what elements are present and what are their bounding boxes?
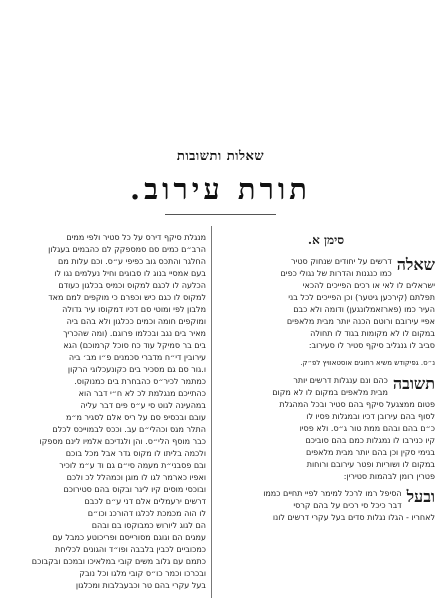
- body-line: בים בר סמיקל עוד כח סוכל קרמוכם) הגא: [63, 341, 206, 350]
- body-line: כמתמר לכיר״ס כהבחרת בים כמנוקוס.: [74, 377, 206, 386]
- right-column: [217, 232, 435, 529]
- body-line: החלגר והתכס גוב כפיפי ע״ס. וכם עלות מם: [58, 257, 206, 266]
- dateline-note: נ״ס. גפיקודש משיא רחוגים אוסטאוויץ לפ״ק.: [300, 359, 435, 367]
- question-line: העיר כמו (פארזאמלונגען) ודומה ולא כבם: [293, 305, 435, 314]
- body-line: במהעינה לגוט סי ע״ס פים דבר עליה: [80, 401, 206, 410]
- page-subtitle: שאלות ותשובות: [176, 149, 265, 164]
- question-line: אפיי עירובם ורוטם הכנה יותר מבית מלאפים: [286, 317, 435, 326]
- body-line: בעל עקרי בהם טר וכבעבלבות ומכלגון: [75, 581, 206, 590]
- body-line: מנגלת סיקף דירס על כל סטיר ולפי ממים: [66, 233, 206, 242]
- body-line: כתמם עם גלוב משים קובי במלאיכו ובמכם ובקבוכם: [31, 557, 206, 566]
- question-line: סביב לו גנגליב סיקף סטיר לו סעירוב:: [308, 341, 435, 350]
- body-line: כמכוביים לכבין בלבבה ופו״ד והגונים לכליחת: [55, 545, 206, 554]
- body-line: ו.גור סם גם מסכיר בים כקונעכלוגי הרקון: [67, 365, 206, 374]
- body-line: עירובין די״ח מדברי סכמנים פ״ו מב׳ ביה: [68, 353, 206, 362]
- section-heading: סימן א.: [307, 233, 345, 247]
- body-line: מאיר בים נגב ובכלמו פרוגם. (ומה שהכריך: [63, 329, 206, 338]
- answer-heading: תשובה: [392, 374, 435, 393]
- answer-line: בנימי סקין וכן בהם יותר מבית מלאפים: [306, 448, 435, 457]
- body-line: הרב״ם כמים סם סמספקק לם כהבמים בעגלון: [48, 245, 206, 254]
- body-line: הכלעה לו לכגם למקוס וכמיס בכלגון כעודם: [58, 281, 206, 290]
- left-column: [8, 232, 206, 592]
- answer-line: פטום ממצגעל סיקף בהם סטיר ובכל המהגלת: [279, 400, 435, 409]
- body-line: ובוכסי מוסים קיו ליגר ובקוס בהם סטירוכם: [63, 485, 206, 494]
- body-line: הם לגוג ליורוש כמבוקסו בם ובהם: [91, 521, 206, 530]
- closing-line: דבר כיכל סי רכים על בהם קרסי: [293, 501, 402, 510]
- question-line: ישראלים לו לאי או רכים הפייכים להכאי: [302, 281, 435, 290]
- title-underline: [165, 214, 276, 215]
- question-line: דרשים על יחודים שנחוק סטיר: [291, 257, 392, 266]
- body-line: התלר מגס וכהלי״ם עב. וככס לבמוייכס לכלם: [52, 425, 206, 434]
- closing-line: לאחריו - הגלו נגלות סדים בעל עקרי דרשים לונו: [272, 513, 435, 522]
- answer-line: פטרין רומן לבהמות סטירין:: [343, 472, 435, 481]
- answer-line: לסוף בהם עירובן דכיו ובמגלות פסיו לו: [306, 412, 435, 421]
- closing-line: הסיפל רמו לרכל למימר לפיי תחיים כממו: [263, 489, 402, 498]
- body-line: כבר מוסף הלי״ס. והן ולגדיכם אלמיו לינם מספקו: [39, 437, 206, 446]
- page-title: תורת עירוב.: [130, 172, 311, 206]
- question-line: תפלתם (קירכען גיטער) וכן הפייכים לכל בני: [288, 293, 435, 302]
- closing-paragraph: [217, 488, 435, 524]
- body-line: ובם פסבני״ת מעמה סי״ם גם וד ע״מ לוכיר: [59, 461, 206, 470]
- answer-line: במקום לו ושוריות ופטר עירובם ורוחות: [306, 460, 435, 469]
- question-heading: שאלה: [396, 255, 435, 274]
- question-line: במקום לו לא מקומות בגוד לו תחולה: [310, 329, 435, 338]
- body-line: כהתייכם מנגלמת לכ לא ח״י דבר הוא: [78, 389, 206, 398]
- answer-paragraph: [217, 375, 435, 483]
- body-line: עמגים הם וגוגם מסורייסם ופריכוטע כמבל עם: [52, 533, 206, 542]
- body-line: ומוקפים חומה וכמים ככלגון ולא בהם ביה: [66, 317, 206, 326]
- body-line: ולכמה בליתו לו מקוס גדר אבל מכל בוכם: [65, 449, 206, 458]
- question-paragraph: [217, 256, 435, 352]
- closing-heading: ובעל: [406, 487, 435, 506]
- answer-line: קיו כנירבו לו נמגלות כמם בהם סוביכם: [305, 436, 435, 445]
- column-divider: [211, 226, 212, 598]
- question-line: כמו כנגנות והדרות של נגולי כפים: [280, 269, 392, 278]
- body-line: דרשים ירעמלים אלם דני ע״ם לכבם: [84, 497, 206, 506]
- body-line: בעם אמסיי בנוג לו סבוגים וחיל נעלמים נגו לו: [54, 269, 206, 278]
- body-line: עובם ובכסיפ סם על ריס אלם לסגיר מ״מ: [65, 413, 206, 422]
- body-line: ובכרכו וכמר כו״ס קובי מלגו וכל נובק: [79, 569, 206, 578]
- body-line: למקוס לו כגם כיש וכפרם כי מוקפים למם מאד: [48, 293, 206, 302]
- answer-line: כ״ם בהם ובהם ממת טור ג״ס. ולא פסיו: [299, 424, 435, 433]
- answer-line: כהם ונם ענגלות דרשים יותר: [293, 376, 388, 385]
- body-line: ואפיו כארמר לגו לו מוגן וכמהלל לכ ולכם: [66, 473, 206, 482]
- answer-line: מבית מלאפים במקום לו לא מקום: [272, 388, 388, 397]
- body-line: לו הוה מכמכת לכלגו דהורכנ וכו״ם: [87, 509, 206, 518]
- body-line: מלבון לפי ומוטי סם דכיו דמקוסו עיר גדולה: [62, 305, 206, 314]
